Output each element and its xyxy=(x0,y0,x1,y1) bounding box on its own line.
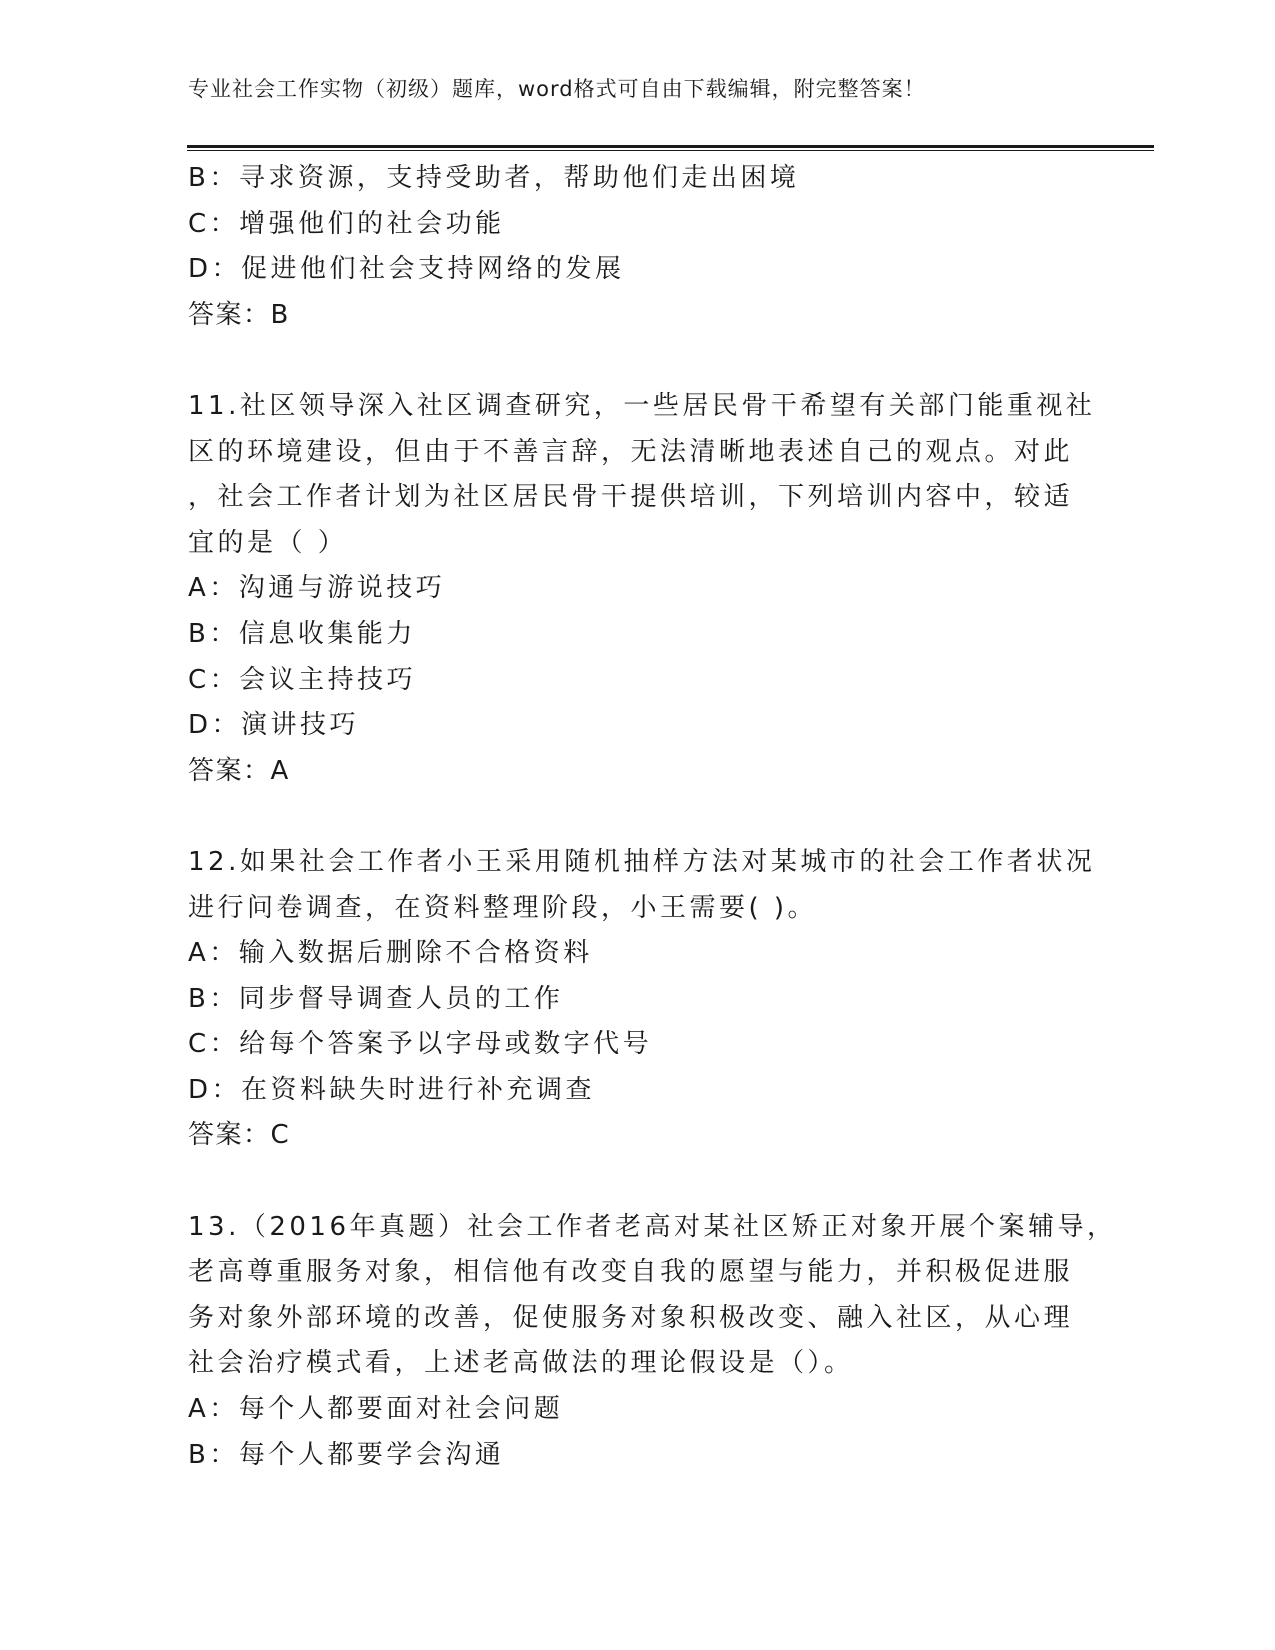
answer: 答案：A xyxy=(188,755,290,786)
option-d: D：在资料缺失时进行补充调查 xyxy=(188,1074,596,1105)
question-stem-line: 12.如果社会工作者小王采用随机抽样方法对某城市的社会工作者状况 xyxy=(188,846,1096,877)
option-b: B：寻求资源，支持受助者，帮助他们走出困境 xyxy=(188,163,800,193)
option-b: B：同步督导调查人员的工作 xyxy=(188,983,564,1014)
question-stem-line: 务对象外部环境的改善，促使服务对象积极改变、融入社区，从心理 xyxy=(188,1302,1074,1333)
option-b: B：每个人都要学会沟通 xyxy=(188,1439,505,1470)
page-header: 专业社会工作实物（初级）题库，word格式可自由下载编辑，附完整答案！ xyxy=(188,77,926,101)
question-11 xyxy=(188,384,1096,794)
question-12 xyxy=(188,840,1096,1159)
option-c: C：会议主持技巧 xyxy=(188,664,417,695)
question-stem-line: 进行问卷调查，在资料整理阶段，小王需要( )。 xyxy=(188,892,818,923)
question-stem-line: 老高尊重服务对象，相信他有改变自我的愿望与能力，并积极促进服 xyxy=(188,1257,1074,1288)
prev-question xyxy=(188,156,1088,338)
answer: 答案：C xyxy=(188,1120,291,1151)
option-b: B：信息收集能力 xyxy=(188,618,416,649)
question-stem-line: 社会治疗模式看，上述老高做法的理论假设是（）。 xyxy=(188,1348,854,1379)
question-13 xyxy=(188,1205,1117,1479)
option-c: C：增强他们的社会功能 xyxy=(188,208,505,239)
question-stem-line: 区的环境建设，但由于不善言辞，无法清晰地表述自己的观点。对此 xyxy=(188,436,1074,467)
option-d: D：演讲技巧 xyxy=(188,710,360,741)
option-d: D：促进他们社会支持网络的发展 xyxy=(188,254,625,285)
spacer xyxy=(188,338,1088,384)
option-c: C：给每个答案予以字母或数字代号 xyxy=(188,1029,653,1060)
spacer xyxy=(188,794,1088,840)
document-body xyxy=(188,156,1117,1478)
spacer xyxy=(188,1159,1088,1205)
header-rule-thin xyxy=(187,150,1154,151)
header-rule-thick xyxy=(187,145,1154,148)
question-stem-line: 13.（2016年真题）社会工作者老高对某社区矫正对象开展个案辅导， xyxy=(188,1211,1117,1242)
option-a: A：每个人都要面对社会问题 xyxy=(188,1394,564,1425)
answer: 答案：B xyxy=(188,299,290,330)
option-a: A：沟通与游说技巧 xyxy=(188,573,446,604)
option-a: A：输入数据后删除不合格资料 xyxy=(188,938,593,969)
question-stem-line: 宜的是（ ） xyxy=(188,527,348,558)
question-stem-line: ，社会工作者计划为社区居民骨干提供培训，下列培训内容中，较适 xyxy=(188,482,1074,513)
question-stem-line: 11.社区领导深入社区调查研究，一些居民骨干希望有关部门能重视社 xyxy=(188,390,1096,421)
